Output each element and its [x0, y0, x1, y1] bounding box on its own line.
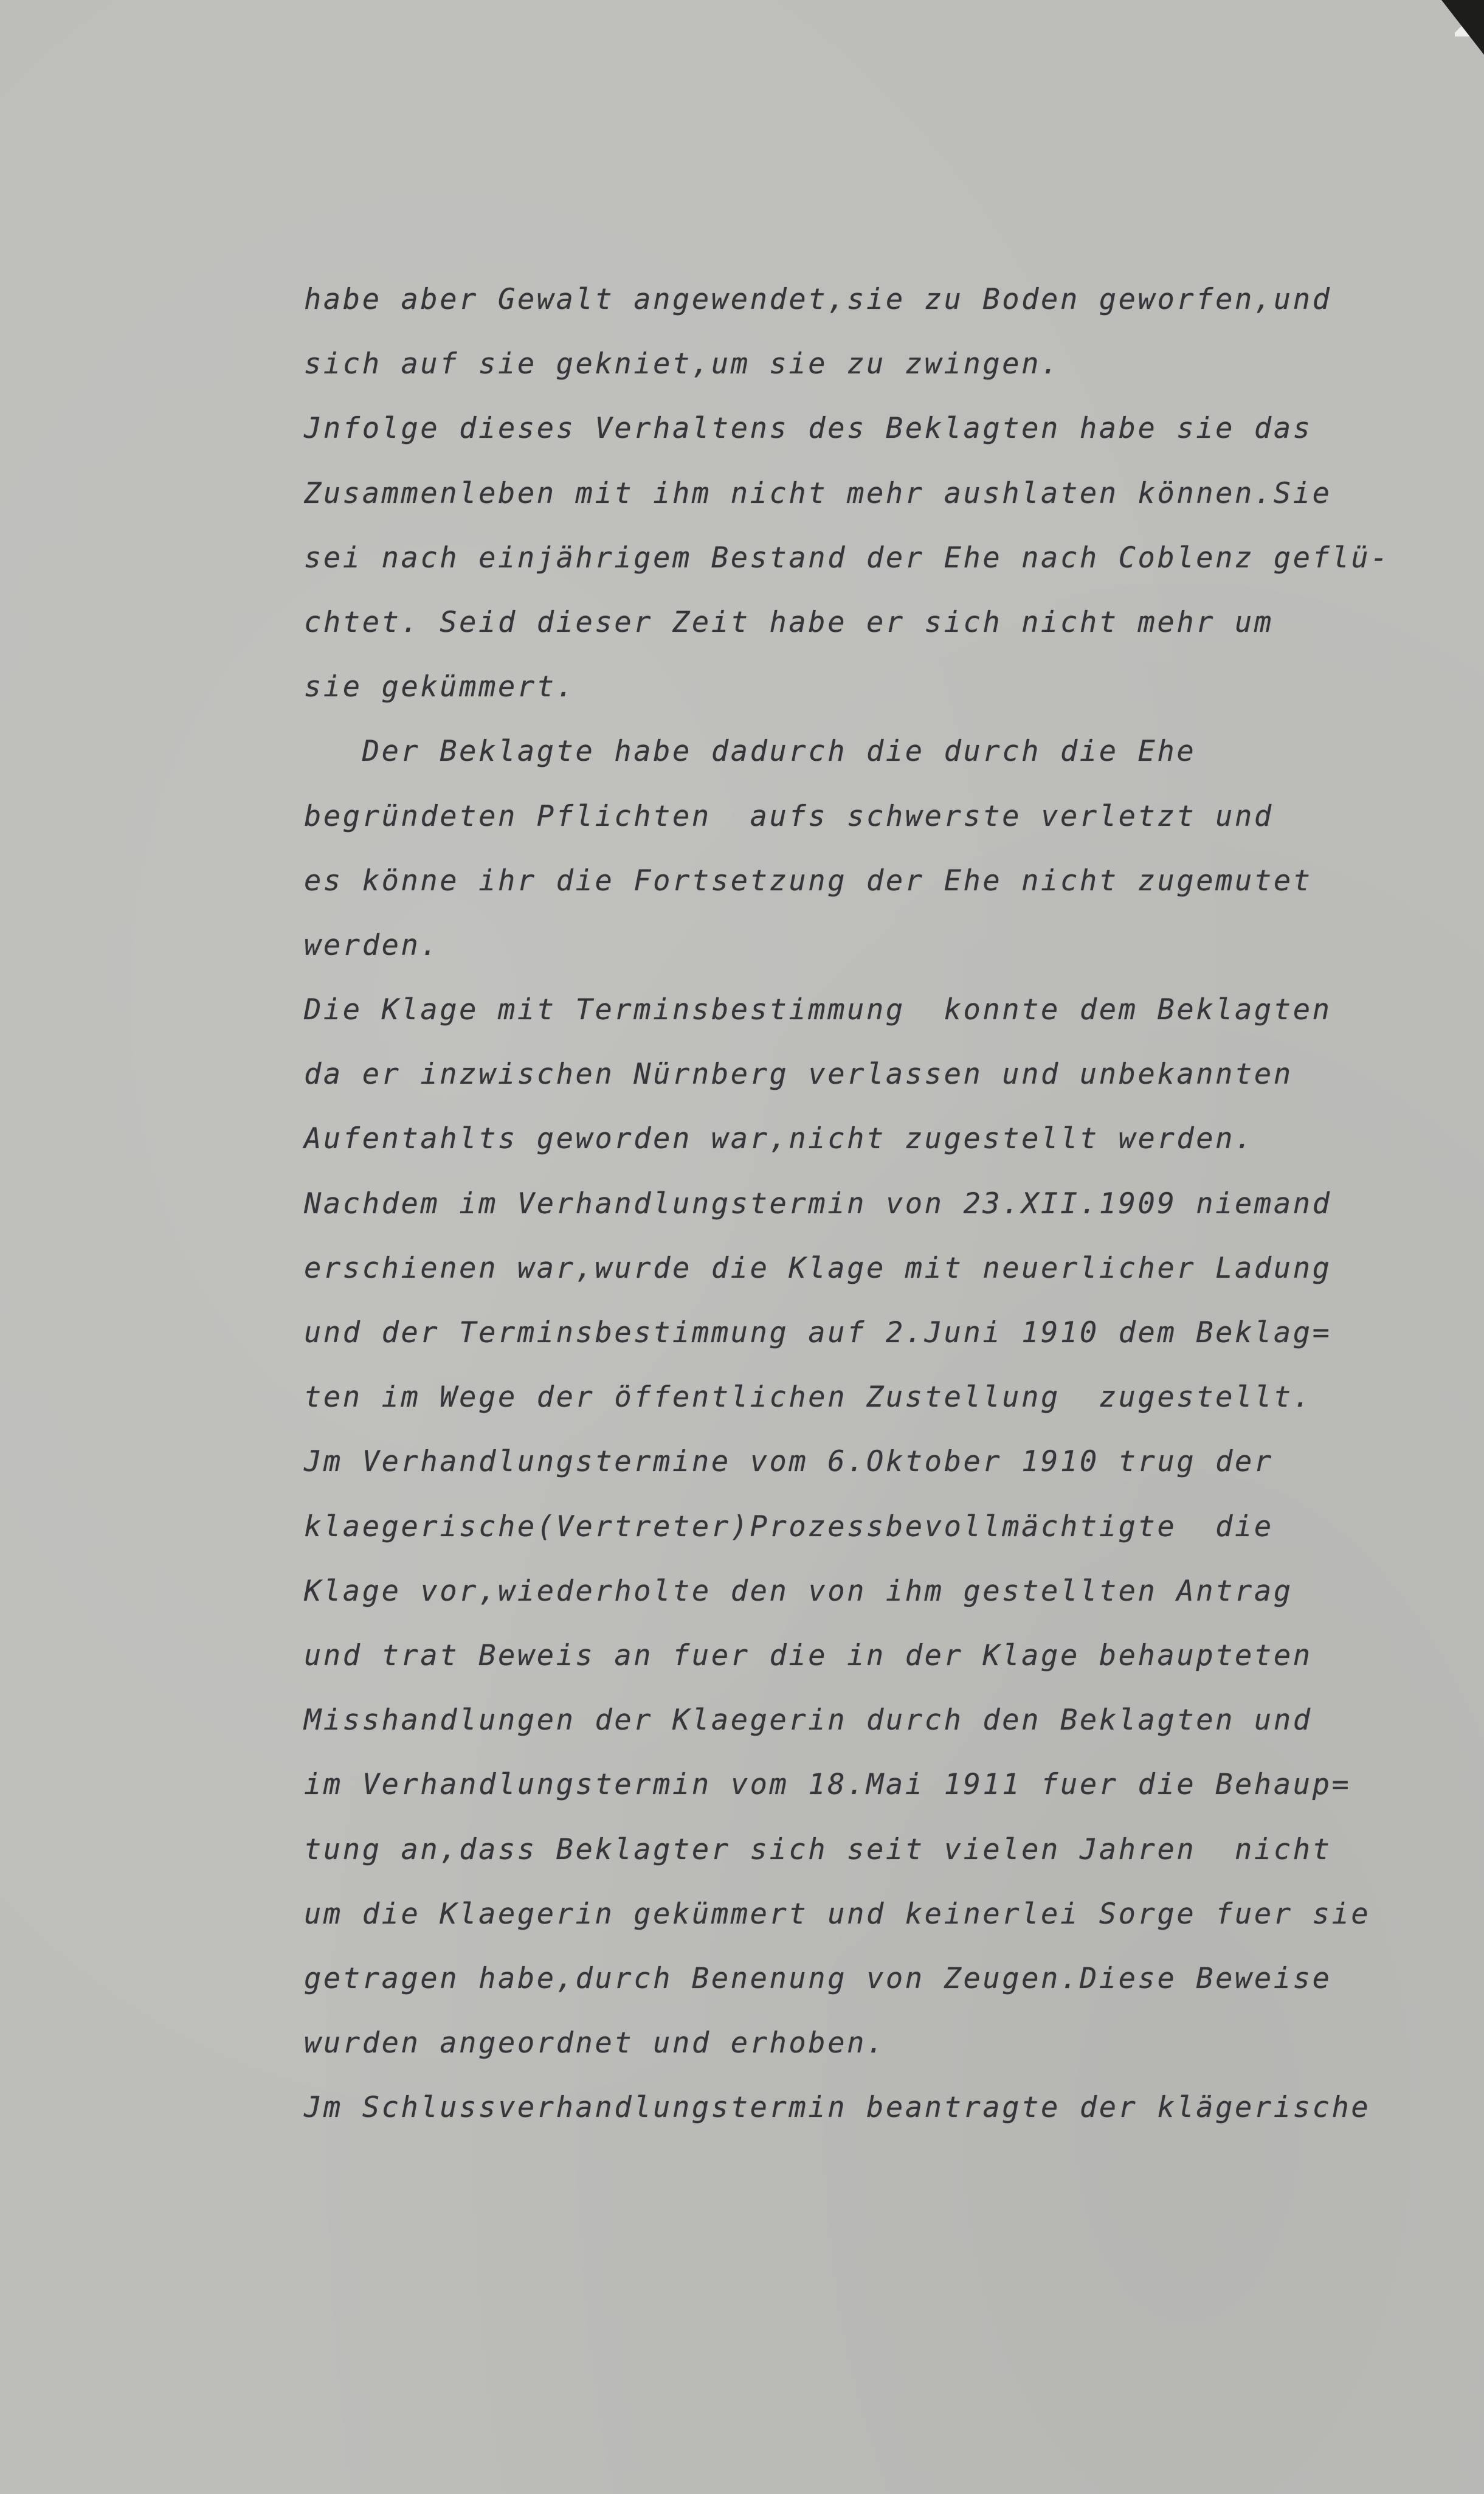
- text-line: Der Beklagte habe dadurch die durch die Ehe: [304, 735, 1196, 769]
- text-line: im Verhandlungstermin vom 18.Mai 1911 fuer die Behaup=: [304, 1768, 1351, 1802]
- text-line: chtet. Seid dieser Zeit habe er sich nicht mehr um: [304, 605, 1274, 639]
- text-line: es könne ihr die Fortsetzung der Ehe nicht zugemutet: [304, 864, 1313, 898]
- page-corner-shadow: [1441, 0, 1484, 55]
- text-line: und trat Beweis an fuer die in der Klage behaupteten: [304, 1638, 1313, 1672]
- text-line: Zusammenleben mit ihm nicht mehr aushlaten können.Sie: [304, 476, 1332, 510]
- text-line: werden.: [304, 928, 440, 962]
- text-line: Jnfolge dieses Verhaltens des Beklagten habe sie das: [304, 412, 1313, 446]
- text-line: wurden angeordnet und erhoben.: [304, 2026, 886, 2060]
- text-line: um die Klaegerin gekümmert und keinerlei Sorge fuer sie: [304, 1897, 1371, 1931]
- text-line: Jm Verhandlungstermine vom 6.Oktober 1910 trug der: [304, 1445, 1274, 1479]
- text-line: Jm Schlussverhandlungstermin beantragte der klägerische: [304, 2091, 1371, 2125]
- text-line: sei nach einjährigem Bestand der Ehe nach Coblenz geflü-: [304, 541, 1390, 575]
- text-line: Nachdem im Verhandlungstermin von 23.XII.1909 niemand: [304, 1186, 1332, 1221]
- text-line: da er inzwischen Nürnberg verlassen und unbekannten: [304, 1058, 1293, 1092]
- text-line: Misshandlungen der Klaegerin durch den Beklagten und: [304, 1703, 1313, 1737]
- text-line: sie gekümmert.: [304, 670, 576, 704]
- text-line: begründeten Pflichten aufs schwerste verletzt und: [304, 799, 1274, 833]
- text-line: und der Terminsbestimmung auf 2.Juni 1910 dem Beklag=: [304, 1316, 1332, 1349]
- text-line: Aufentahlts geworden war,nicht zugestellt werden.: [304, 1122, 1254, 1156]
- text-line: habe aber Gewalt angewendet,sie zu Boden geworfen,und: [304, 283, 1332, 316]
- text-line: klaegerische(Vertreter)Prozessbevollmächtigte die: [304, 1509, 1274, 1543]
- text-line: Die Klage mit Terminsbestimmung konnte dem Beklagten: [304, 993, 1332, 1027]
- typewritten-text-block: [304, 268, 1459, 2140]
- text-line: sich auf sie gekniet,um sie zu zwingen.: [304, 347, 1060, 381]
- text-line: Klage vor,wiederholte den von ihm gestellten Antrag: [304, 1574, 1293, 1608]
- text-line: getragen habe,durch Benenung von Zeugen.Diese Beweise: [304, 1961, 1332, 1995]
- text-line: erschienen war,wurde die Klage mit neuerlicher Ladung: [304, 1251, 1332, 1285]
- text-line: ten im Wege der öffentlichen Zustellung zugestellt.: [304, 1380, 1313, 1415]
- text-line: tung an,dass Beklagter sich seit vielen Jahren nicht: [304, 1832, 1332, 1866]
